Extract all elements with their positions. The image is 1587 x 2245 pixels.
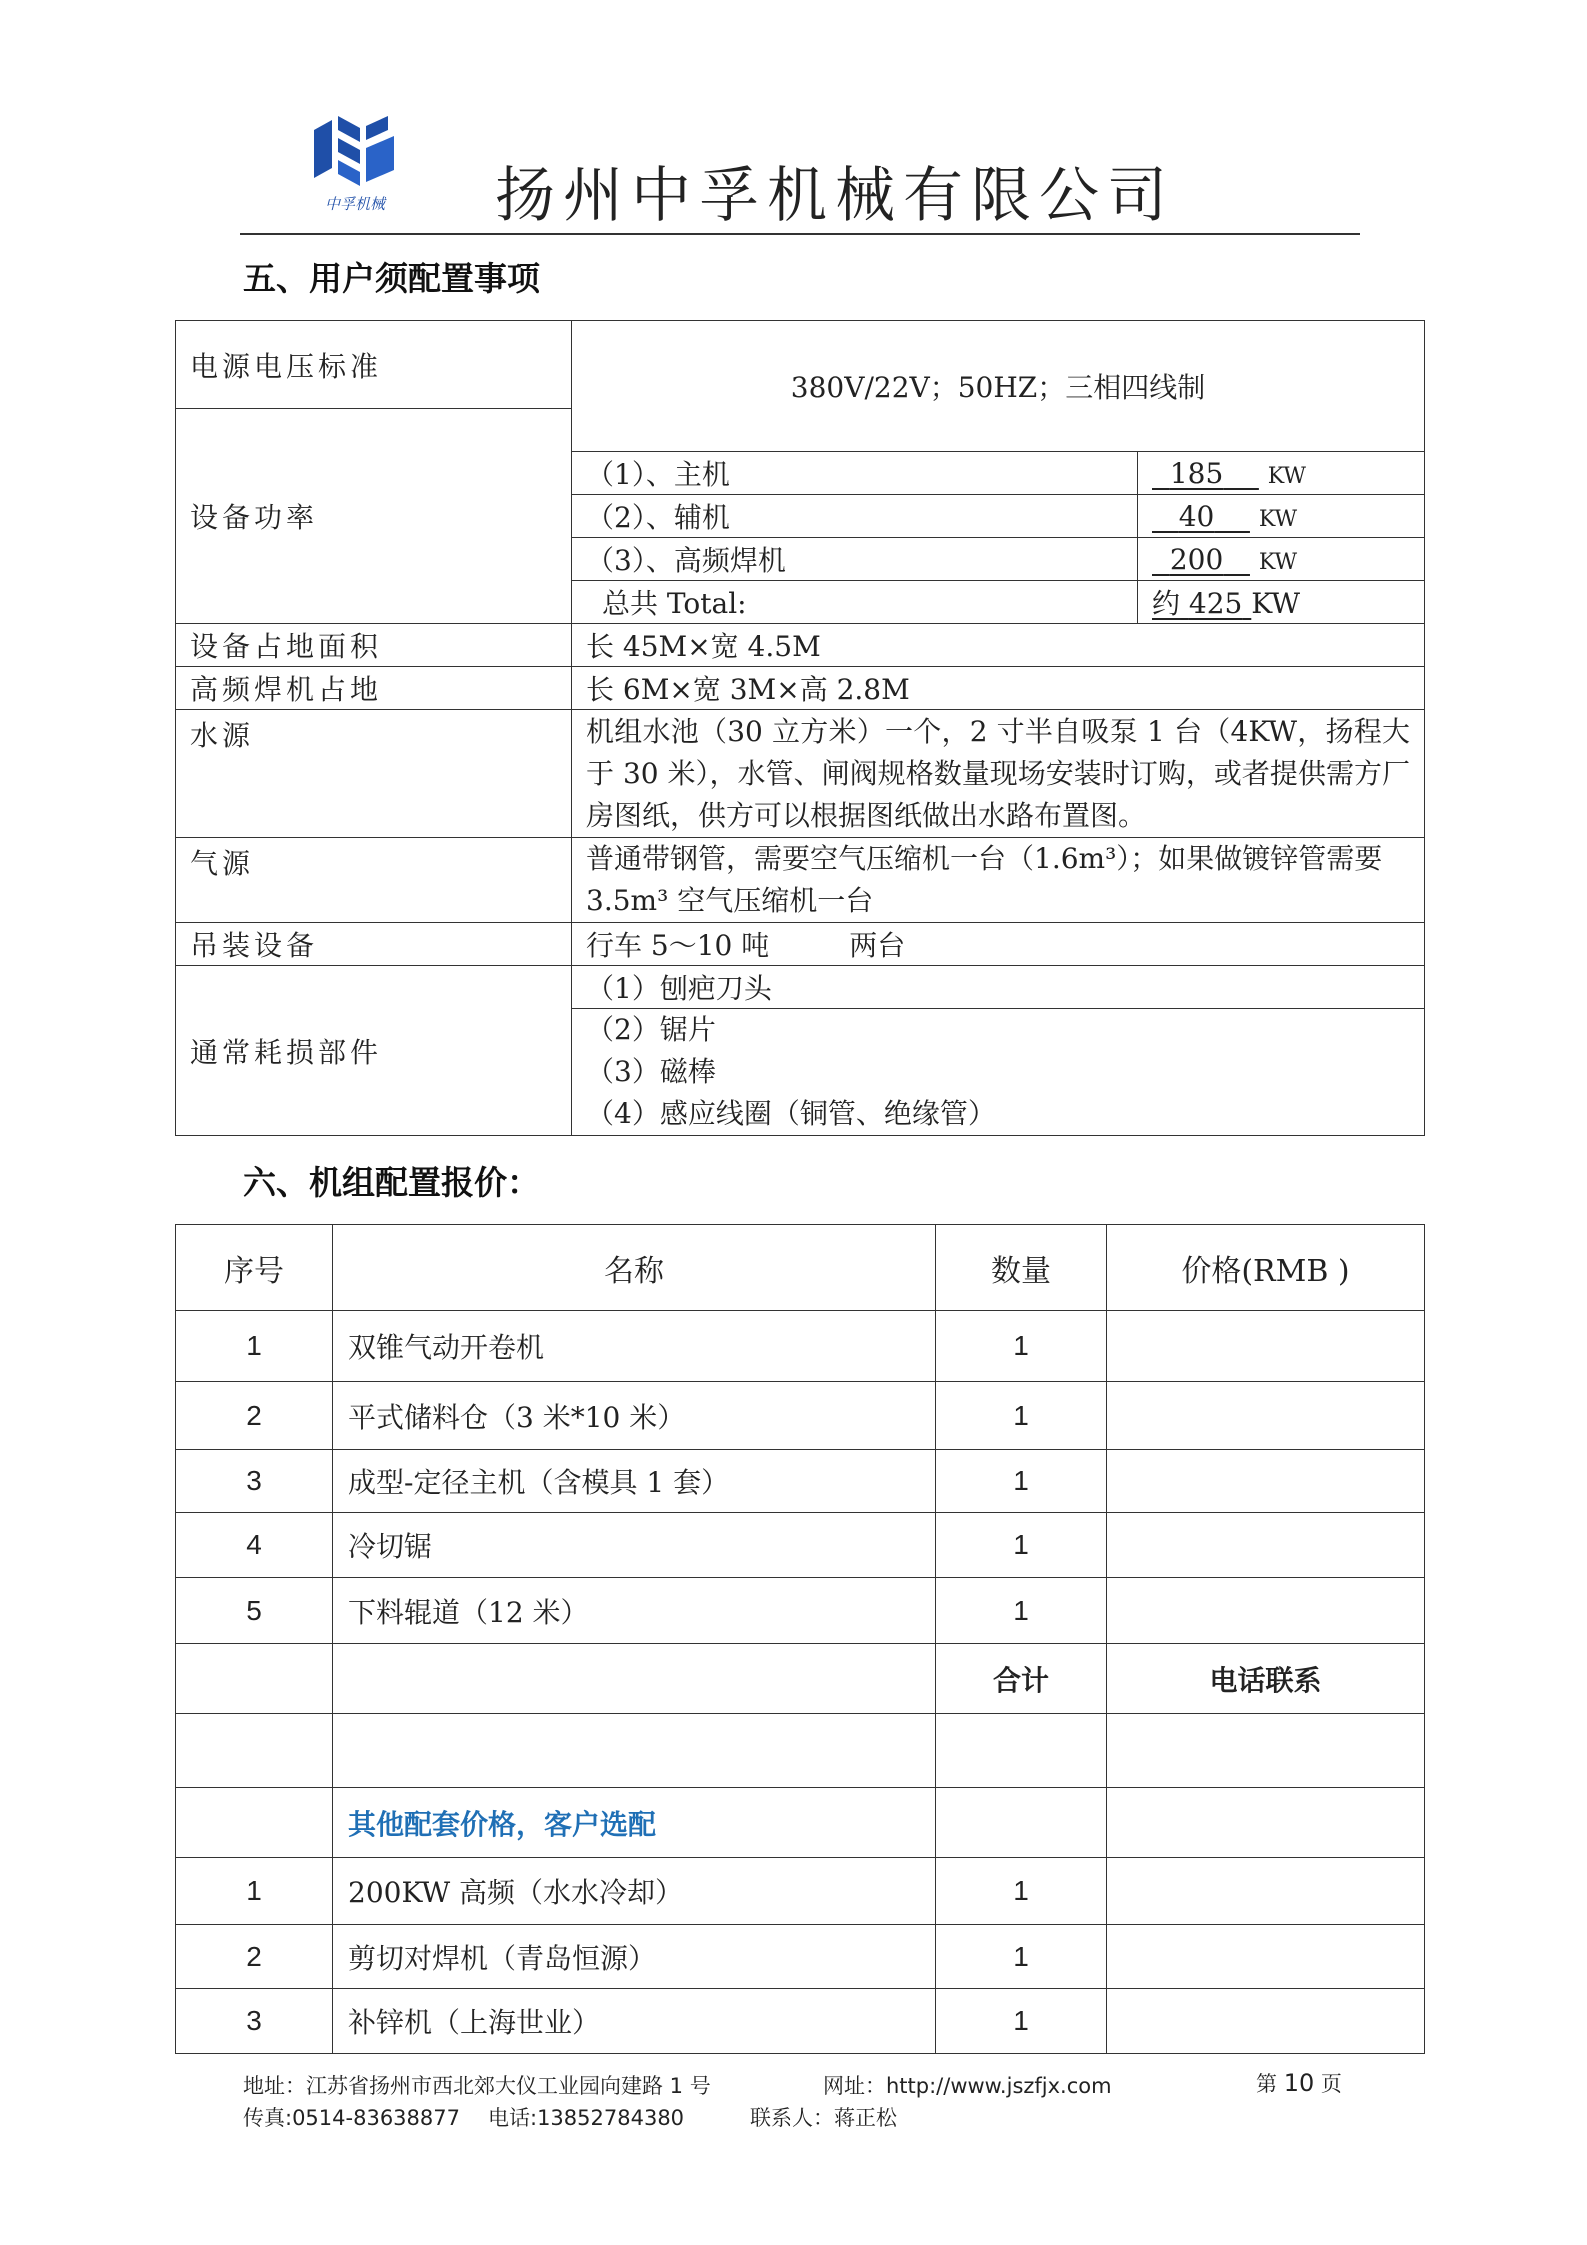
wear-item: （2）锯片	[586, 1013, 716, 1046]
row-name: 200KW 高频（水水冷却）	[333, 1858, 936, 1925]
quote-table	[175, 1224, 1425, 2054]
power-total-value: 约 425 KW	[1138, 581, 1425, 624]
row-qty: 1	[936, 1450, 1107, 1513]
empty-cell	[936, 1788, 1107, 1858]
area-label: 设备占地面积	[176, 624, 572, 667]
power-item-label: （1）、主机	[572, 452, 1138, 495]
col-header-qty: 数量	[936, 1225, 1107, 1311]
table-row	[176, 1858, 1425, 1925]
water-label: 水源	[176, 710, 572, 838]
air-value: 普通带钢管，需要空气压缩机一台（1.6m³）；如果做镀锌管需要 3.5m³ 空气压缩机一台	[572, 838, 1425, 923]
table-row	[176, 1382, 1425, 1450]
row-qty: 1	[936, 1858, 1107, 1925]
row-name: 补锌机（上海世业）	[333, 1989, 936, 2054]
row-price	[1107, 1382, 1425, 1450]
optional-title: 其他配套价格，客户选配	[333, 1788, 936, 1858]
row-price	[1107, 1450, 1425, 1513]
section6-title: 六、机组配置报价：	[243, 1163, 540, 1202]
row-no: 1	[176, 1858, 333, 1925]
row-name: 下料辊道（12 米）	[333, 1578, 936, 1644]
row-qty: 1	[936, 1578, 1107, 1644]
row-qty: 1	[936, 1513, 1107, 1578]
company-name: 扬州中孚机械有限公司	[495, 161, 1175, 231]
row-no: 5	[176, 1578, 333, 1644]
power-item-value: 40 KW	[1138, 495, 1425, 538]
row-price	[1107, 1513, 1425, 1578]
row-name: 冷切锯	[333, 1513, 936, 1578]
row-qty: 1	[936, 1311, 1107, 1382]
wear-item: （3）磁棒	[586, 1055, 716, 1088]
crane-label: 吊装设备	[176, 923, 572, 966]
empty-cell	[936, 1714, 1107, 1788]
header-divider	[240, 233, 1360, 235]
row-price	[1107, 1989, 1425, 2054]
section5-title: 五、用户须配置事项	[243, 259, 540, 298]
optional-title-row	[176, 1788, 1425, 1858]
row-price	[1107, 1925, 1425, 1989]
wear-items-list	[572, 1009, 1425, 1136]
row-no: 4	[176, 1513, 333, 1578]
row-no: 1	[176, 1311, 333, 1382]
col-header-price: 价格(RMB )	[1107, 1225, 1425, 1311]
row-qty: 1	[936, 1382, 1107, 1450]
row-name: 剪切对焊机（青岛恒源）	[333, 1925, 936, 1989]
row-qty: 1	[936, 1925, 1107, 1989]
row-no: 3	[176, 1450, 333, 1513]
power-label: 设备功率	[176, 409, 572, 624]
row-name: 双锥气动开卷机	[333, 1311, 936, 1382]
row-no: 2	[176, 1925, 333, 1989]
table-row	[176, 1925, 1425, 1989]
area-value: 长 45M×宽 4.5M	[572, 624, 1425, 667]
empty-row	[176, 1714, 1425, 1788]
row-name: 成型-定径主机（含模具 1 套）	[333, 1450, 936, 1513]
air-label: 气源	[176, 838, 572, 923]
row-no: 2	[176, 1382, 333, 1450]
footer-address: 地址：江苏省扬州市西北郊大仪工业园向建路 1 号	[243, 2074, 711, 2098]
row-price	[1107, 1311, 1425, 1382]
requirements-table	[175, 320, 1425, 1136]
col-header-name: 名称	[333, 1225, 936, 1311]
footer-contact: 联系人：蒋正松	[750, 2106, 897, 2130]
table-row	[176, 1989, 1425, 2054]
row-price	[1107, 1578, 1425, 1644]
empty-cell	[1107, 1788, 1425, 1858]
empty-cell	[333, 1644, 936, 1714]
empty-cell	[176, 1644, 333, 1714]
power-item-value: 185 KW	[1138, 452, 1425, 495]
voltage-value: 380V/22V；50HZ；三相四线制	[572, 321, 1425, 452]
wear-item: （1）刨疤刀头	[572, 966, 1425, 1009]
row-name: 平式储料仓（3 米*10 米）	[333, 1382, 936, 1450]
footer-fax: 传真:0514-83638877	[243, 2106, 460, 2130]
crane-value: 行车 5～10 吨 两台	[572, 923, 1425, 966]
row-no: 3	[176, 1989, 333, 2054]
water-value: 机组水池（30 立方米）一个，2 寸半自吸泵 1 台（4KW，扬程大于 30 米），水管、闸阀规格数量现场安装时订购，或者提供需方厂房图纸，供方可以根据图纸做出水路布置图。	[572, 710, 1425, 838]
power-item-label: （2）、辅机	[572, 495, 1138, 538]
empty-cell	[176, 1788, 333, 1858]
welder-area-label: 高频焊机占地	[176, 667, 572, 710]
total-row	[176, 1644, 1425, 1714]
contact-label: 电话联系	[1107, 1644, 1425, 1714]
row-qty: 1	[936, 1989, 1107, 2054]
footer-website[interactable]: 网址：http://www.jszfjx.com	[823, 2074, 1112, 2098]
empty-cell	[333, 1714, 936, 1788]
wear-item: （4）感应线圈（铜管、绝缘管）	[586, 1097, 996, 1130]
voltage-label: 电源电压标准	[176, 321, 572, 409]
welder-area-value: 长 6M×宽 3M×高 2.8M	[572, 667, 1425, 710]
total-label: 合计	[936, 1644, 1107, 1714]
table-row	[176, 1578, 1425, 1644]
table-row	[176, 1513, 1425, 1578]
page-number: 第 10 页	[1256, 2069, 1342, 2097]
power-item-value: 200 KW	[1138, 538, 1425, 581]
empty-cell	[1107, 1714, 1425, 1788]
empty-cell	[176, 1714, 333, 1788]
power-item-label: （3）、高频焊机	[572, 538, 1138, 581]
table-row	[176, 1450, 1425, 1513]
logo-text: 中孚机械	[324, 195, 385, 213]
power-total-label: 总共 Total:	[572, 581, 1138, 624]
row-price	[1107, 1858, 1425, 1925]
footer-phone: 电话:13852784380	[488, 2106, 685, 2130]
col-header-no: 序号	[176, 1225, 333, 1311]
table-row	[176, 1311, 1425, 1382]
wear-label: 通常耗损部件	[176, 966, 572, 1136]
